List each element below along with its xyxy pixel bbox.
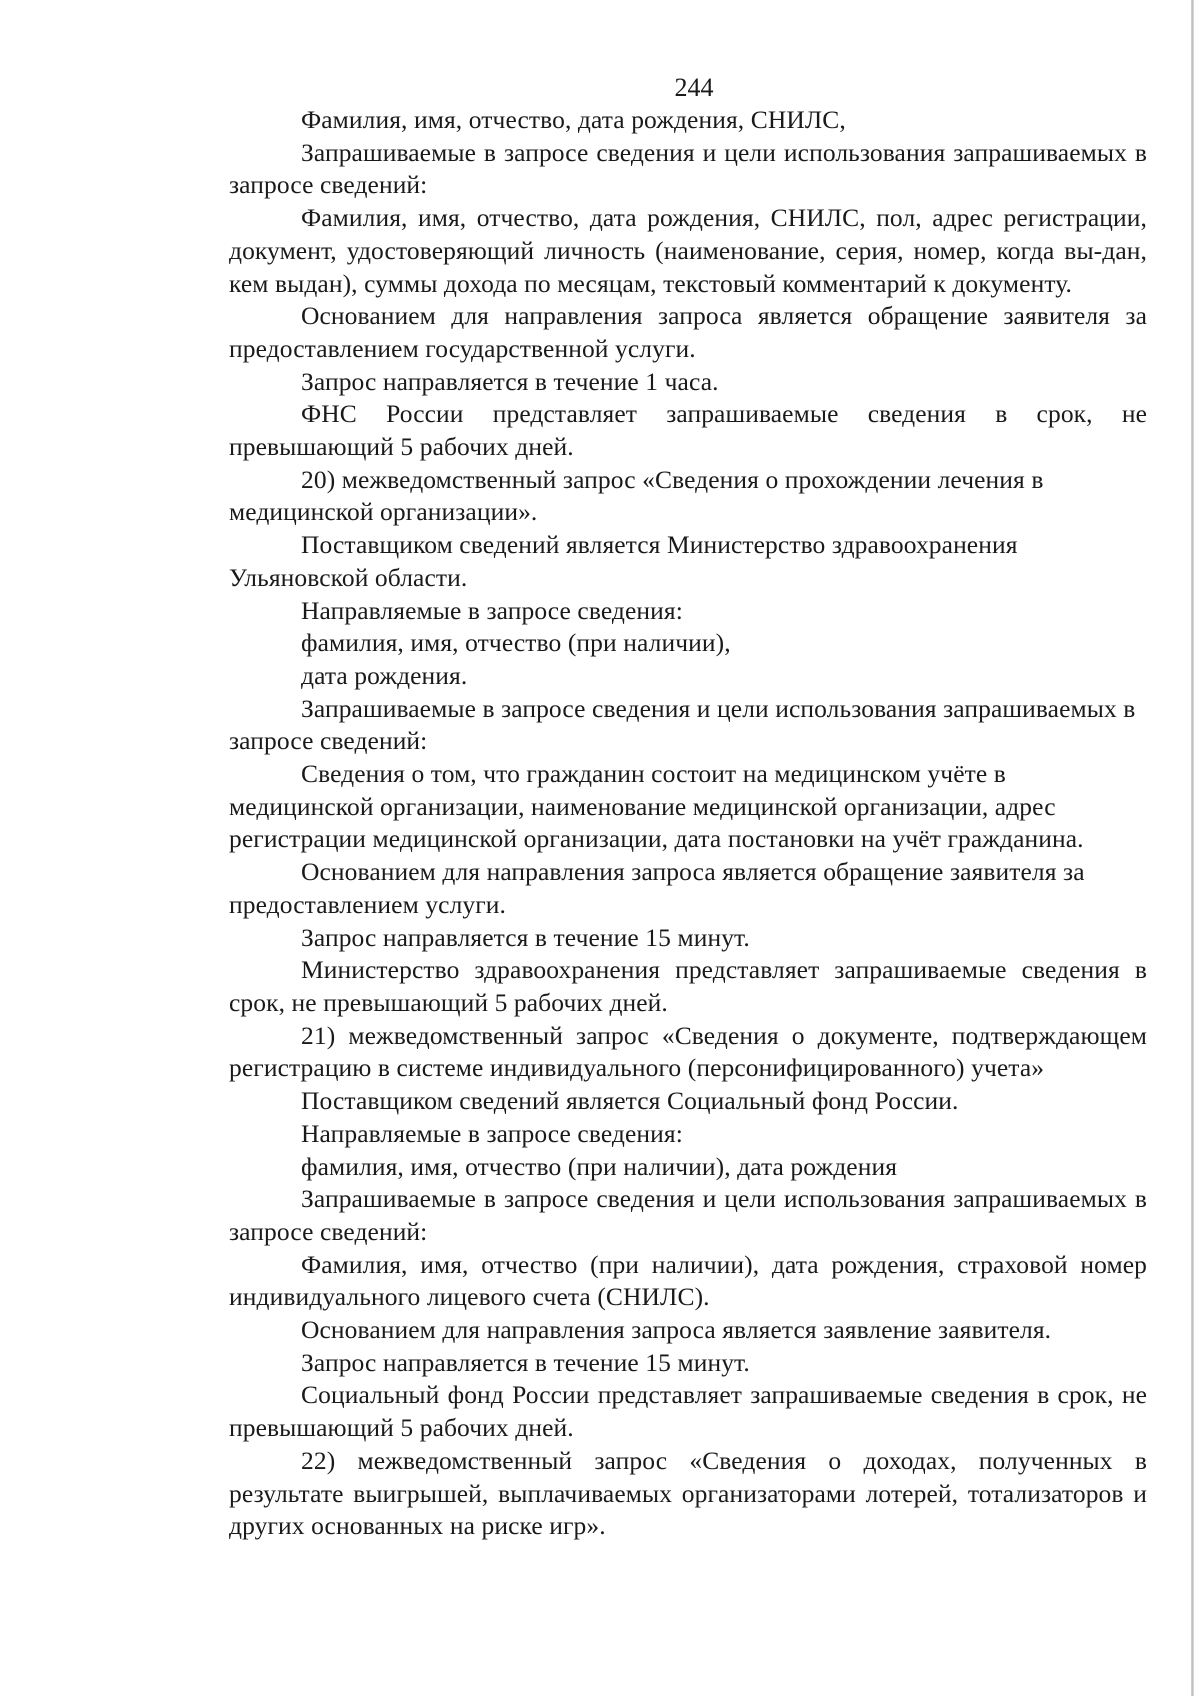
- paragraph-8: Поставщиком сведений является Министерство здравоохранения Ульяновской области.: [229, 530, 1018, 592]
- paragraph-14: Основанием для направления запроса является обращение заявителя за предоставлением услуги.: [229, 857, 1085, 919]
- paragraph-15: Запрос направляется в течение 15 минут.: [301, 922, 750, 952]
- paragraph-26: 22) межведомственный запрос «Сведения о доходах, полученных в результате выигрышей, выплачиваемых организаторами лотерей, тотализаторов и других основанных на риске игр».: [229, 1445, 1147, 1541]
- page-number: 244: [674, 73, 714, 102]
- paragraph-25: Социальный фонд России представляет запрашиваемые сведения в срок, не превышающий 5 рабочих дней.: [229, 1380, 1147, 1443]
- paragraph-3: Фамилия, имя, отчество, дата рождения, СНИЛС, пол, адрес регистрации, документ, удостоверяющий личность (наименование, серия, номер, когда вы-дан, кем выдан), суммы дохода по месяцам, текстовый комментарий к документу.: [229, 203, 1147, 298]
- paragraph-13: Сведения о том, что гражданин состоит на медицинском учёте в медицинской организации, наименование медицинской организации, адрес регистрации медицинской организации, дата постановки на учёт гражданина.: [229, 759, 1084, 854]
- paragraph-16: Министерство здравоохранения представляет запрашиваемые сведения в срок, не превышающий 5 рабочих дней.: [229, 955, 1147, 1017]
- paragraph-24: Запрос направляется в течение 15 минут.: [301, 1347, 750, 1377]
- paragraph-20: фамилия, имя, отчество (при наличии), дата рождения: [301, 1151, 898, 1181]
- paragraph-19: Направляемые в запросе сведения:: [301, 1118, 683, 1148]
- paragraph-6: ФНС России представляет запрашиваемые сведения в срок, не превышающий 5 рабочих дней.: [229, 399, 1147, 462]
- page-edge-shadow: [1191, 0, 1194, 1696]
- paragraph-2: Запрашиваемые в запросе сведения и цели использования запрашиваемых в запросе сведений:: [229, 137, 1147, 200]
- paragraph-21: Запрашиваемые в запросе сведения и цели использования запрашиваемых в запросе сведений:: [229, 1184, 1147, 1246]
- paragraph-9: Направляемые в запросе сведения:: [301, 595, 683, 625]
- paragraph-1: Фамилия, имя, отчество, дата рождения, СНИЛС,: [301, 105, 846, 134]
- paragraph-18: Поставщиком сведений является Социальный фонд России.: [301, 1086, 959, 1116]
- paragraph-4: Основанием для направления запроса является обращение заявителя за предоставлением государственной услуги.: [229, 301, 1147, 363]
- paragraph-22: Фамилия, имя, отчество (при наличии), дата рождения, страховой номер индивидуального лицевого счета (СНИЛС).: [229, 1249, 1147, 1312]
- paragraph-7: 20) межведомственный запрос «Сведения о прохождении лечения в медицинской организации».: [229, 464, 1044, 527]
- paragraph-12: Запрашиваемые в запросе сведения и цели использования запрашиваемых в запросе сведений:: [229, 693, 1136, 756]
- paragraph-5: Запрос направляется в течение 1 часа.: [301, 366, 719, 396]
- paragraph-23: Основанием для направления запроса является заявление заявителя.: [301, 1315, 1052, 1345]
- paragraph-10: фамилия, имя, отчество (при наличии),: [301, 628, 731, 658]
- paragraph-17: 21) межведомственный запрос «Сведения о документе, подтверждающем регистрацию в системе индивидуального (персонифицированного) учета»: [229, 1020, 1147, 1083]
- document-body: [229, 104, 1147, 1543]
- paragraph-11: дата рождения.: [301, 660, 468, 690]
